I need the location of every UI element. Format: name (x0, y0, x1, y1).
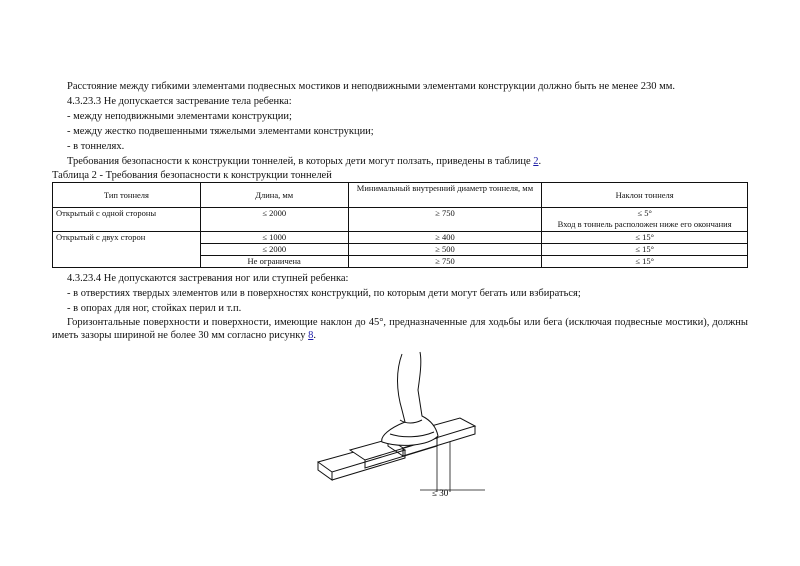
paragraph: Горизонтальные поверхности и поверхности, имеющие наклон до 45°, предназначенные для ходьбы или бега (исключая подвесные мостики), должны иметь зазоры шириной не более 30 мм согласно рисунку 8. (52, 317, 748, 341)
figure-foot-on-slats (310, 350, 510, 515)
cell-slope: ≤ 15° (542, 232, 748, 244)
header-cell: Длина, мм (200, 183, 348, 208)
cell-slope (542, 208, 748, 232)
slope-note: Вход в тоннель расположен ниже его окончания (557, 219, 732, 229)
slope-value: ≤ 5° (637, 208, 652, 218)
table-link[interactable]: 2 (533, 156, 539, 167)
header-cell: Наклон тоннеля (542, 183, 748, 208)
cell-length: ≤ 2000 (200, 208, 348, 232)
list-item: - между неподвижными элементами конструкции; (67, 111, 292, 122)
list-item: - в тоннелях. (67, 141, 125, 152)
paragraph: Требования безопасности к конструкции тоннелей, в которых дети могут ползать, приведены в таблице 2. (67, 156, 542, 167)
leg (382, 352, 438, 445)
paragraph: 4.3.23.3 Не допускается застревание тела ребенка: (67, 96, 292, 107)
list-item: - в опорах для ног, стойках перил и т.п. (67, 303, 242, 314)
tunnel-table (52, 182, 748, 268)
figure-link[interactable]: 8 (308, 330, 314, 341)
cell-length: Не ограничена (200, 256, 348, 268)
header-cell: Тип тоннеля (53, 183, 201, 208)
cell-diameter: ≥ 750 (348, 256, 542, 268)
cell-type: Открытый с одной стороны (53, 208, 201, 232)
cell-diameter: ≥ 400 (348, 232, 542, 244)
paragraph: Расстояние между гибкими элементами подвесных мостиков и неподвижными элементами конструкции должно быть не менее 230 мм. (67, 81, 675, 92)
cell-slope: ≤ 15° (542, 256, 748, 268)
table-header-row (53, 183, 748, 208)
cell-type: Открытый с двух сторон (53, 232, 201, 268)
table-row (53, 232, 748, 244)
cell-length: ≤ 2000 (200, 244, 348, 256)
list-item: - в отверстиях твердых элементов или в поверхностях конструкций, по которым дети могут бегать или взбираться; (67, 288, 581, 299)
paragraph-text: Горизонтальные поверхности и поверхности, имеющие наклон до 45°, предназначенные для ходьбы или бега (исключая подвесные мостики), должны иметь зазоры шириной не более 30 мм согласно рисунку (52, 317, 748, 341)
list-item: - между жестко подвешенными тяжелыми элементами конструкции; (67, 126, 374, 137)
cell-diameter: ≥ 500 (348, 244, 542, 256)
cell-diameter: ≥ 750 (348, 208, 542, 232)
table-caption: Таблица 2 - Требования безопасности к конструкции тоннелей (52, 170, 332, 181)
cell-length: ≤ 1000 (200, 232, 348, 244)
cell-slope: ≤ 15° (542, 244, 748, 256)
paragraph: 4.3.23.4 Не допускаются застревания ног или ступней ребенка: (67, 273, 349, 284)
table-row (53, 208, 748, 232)
gap-label: ≤ 30 (432, 488, 449, 498)
header-cell: Минимальный внутренний диаметр тоннеля, мм (348, 183, 542, 208)
paragraph-text: Требования безопасности к конструкции тоннелей, в которых дети могут ползать, приведены в таблице (67, 156, 531, 167)
